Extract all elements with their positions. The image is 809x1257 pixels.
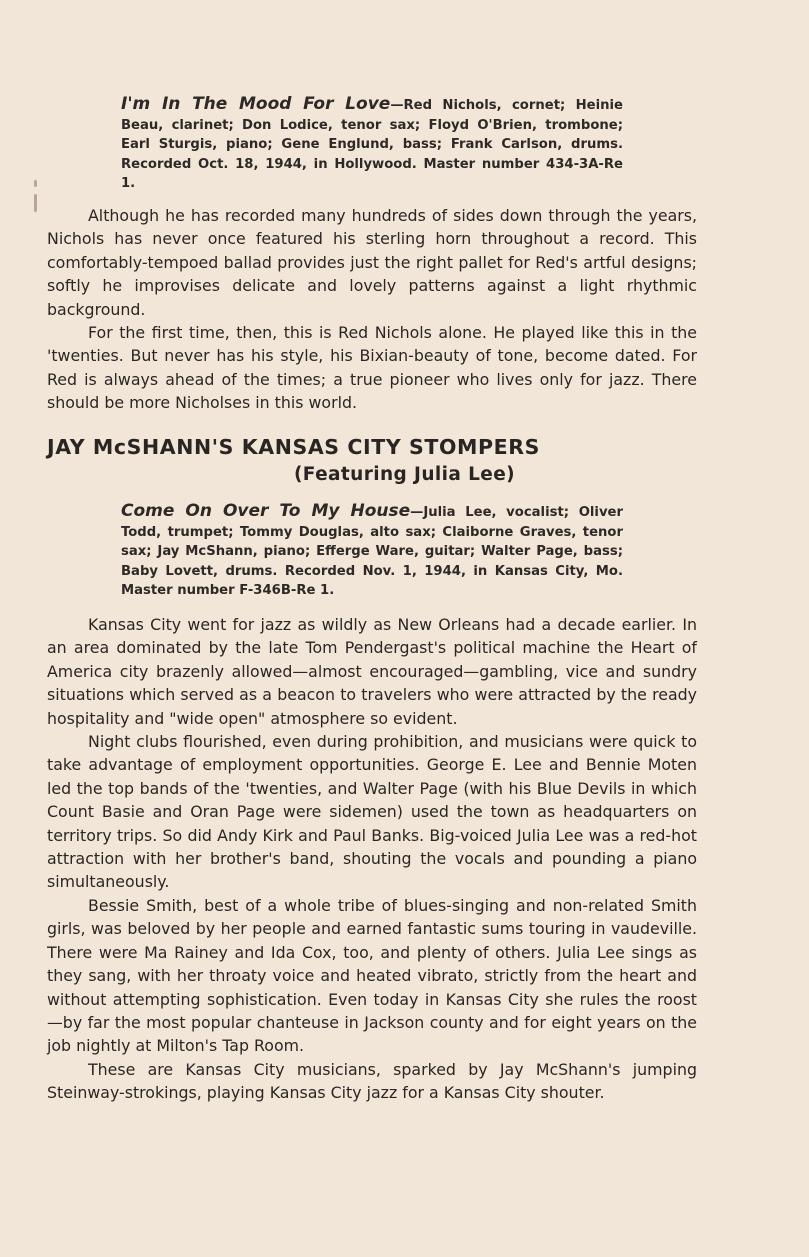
section-subheading: (Featuring Julia Lee) — [293, 464, 516, 485]
paragraph: Bessie Smith, best of a whole tribe of blues-singing and non-related Smith girls, was beloved by her people and earned fantastic sums touring in vaudeville. There were Ma Rainey and Ida Cox, too, and plenty of others. Julia Lee sings as they sang, with her throaty voice and heated vibrato, strictly from the heart and without attempting sophistication. Even today in Kansas City she rules the roost—by far the most popular chanteuse in Jackson county and for eight years on the job nightly at Milton's Tap Room. — [47, 895, 697, 1056]
paragraph: For the first time, then, this is Red Nichols alone. He played like this in the 'twenties. But never has his style, his Bixian-beauty of tone, become dated. For Red is always ahead of the times; a true pioneer who lives only for jazz. There should be more Nicholses in this world. — [47, 323, 697, 413]
recording-credit — [121, 502, 623, 601]
article-text — [47, 613, 697, 1105]
paragraph: Kansas City went for jazz as wildly as New Orleans had a decade earlier. In an area dominated by the late Tom Pendergast's political machine the Heart of America city brazenly allowed—almost encouraged—gambling, vice and sundry situations which served as a beacon to travelers who were attracted by the ready hospitality and "wide open" atmosphere so evident. — [47, 615, 697, 728]
section-heading: JAY McSHANN'S KANSAS CITY STOMPERS — [47, 435, 540, 459]
paragraph: Although he has recorded many hundreds of sides down through the years, Nichols has never once featured his sterling horn throughout a record. This comfortably-tempoed ballad provides just the right pallet for Red's artful designs; softly he improvises delicate and lovely patterns against a light rhythmic background. — [47, 206, 697, 319]
recording-credit — [121, 95, 623, 194]
page-blemish — [34, 180, 37, 187]
credit-details: —Julia Lee, vocalist; Oliver Todd, trumpet; Tommy Douglas, alto sax; Claiborne Graves, tenor sax; Jay McShann, piano; Efferge Ware, guitar; Walter Page, bass; Baby Lovett, drums. Recorded Nov. 1, 1944, in Kansas City, Mo. Master number F-346B-Re 1. — [121, 505, 623, 599]
song-title: Come On Over To My House — [121, 501, 411, 521]
paragraph: Night clubs flourished, even during prohibition, and musicians were quick to take advantage of employment opportunities. George E. Lee and Bennie Moten led the top bands of the 'twenties, and Walter Page (with his Blue Devils in which Count Basie and Oran Page were sidemen) used the town as headquarters on territory trips. So did Andy Kirk and Paul Banks. Big-voiced Julia Lee was a red-hot attraction with her brother's band, shouting the vocals and pounding a piano simultaneously. — [47, 732, 697, 892]
article-text — [47, 204, 697, 415]
paragraph: These are Kansas City musicians, sparked by Jay McShann's jumping Steinway-strokings, playing Kansas City jazz for a Kansas City shouter. — [47, 1059, 697, 1103]
page-blemish — [34, 194, 37, 212]
song-title: I'm In The Mood For Love — [121, 94, 391, 114]
credit-details: —Red Nichols, cornet; Heinie Beau, clarinet; Don Lodice, tenor sax; Floyd O'Brien, trombone; Earl Sturgis, piano; Gene Englund, bass; Frank Carlson, drums. Recorded Oct. 18, 1944, in Hollywood. Master number 434-3A-Re 1. — [121, 98, 623, 192]
